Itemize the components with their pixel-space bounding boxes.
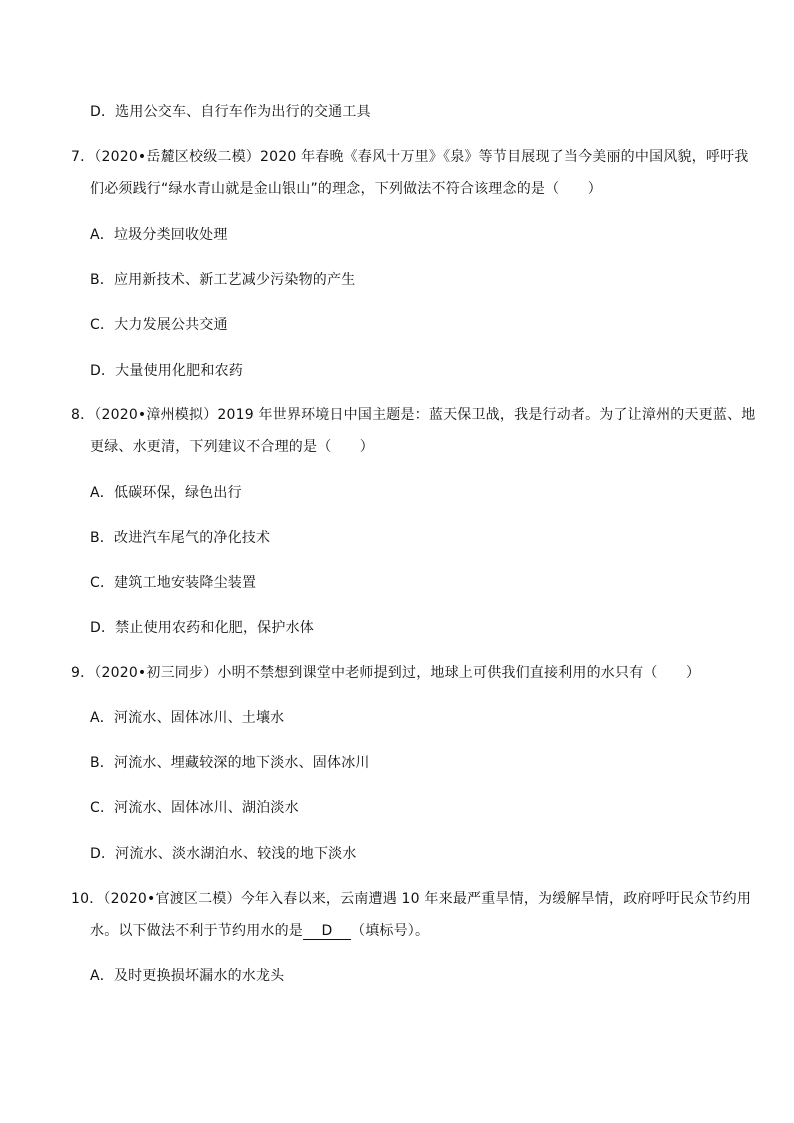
q9-option-d: D．河流水、淡水湖泊水、较浅的地下淡水 bbox=[90, 846, 357, 862]
q10-stem-suffix: （填标号）。 bbox=[351, 923, 430, 939]
q9-option-a: A．河流水、固体冰川、土壤水 bbox=[90, 710, 285, 726]
q9-stem-line1: 9．（2020•初三同步）小明不禁想到课堂中老师提到过，地球上可供我们直接利用的水只有（ ） bbox=[71, 665, 701, 681]
q7-option-b: B．应用新技术、新工艺减少污染物的产生 bbox=[90, 272, 356, 288]
q6-option-d: D．选用公交车、自行车作为出行的交通工具 bbox=[90, 104, 371, 120]
q8-option-d: D．禁止使用农药和化肥，保护水体 bbox=[90, 620, 314, 636]
q9-option-c: C．河流水、固体冰川、湖泊淡水 bbox=[90, 800, 299, 816]
q7-option-a: A．垃圾分类回收处理 bbox=[90, 227, 228, 243]
q7-stem-line2: 们必须践行“绿水青山就是金山银山”的理念，下列做法不符合该理念的是（ ） bbox=[90, 181, 602, 197]
q8-stem-line2: 更绿、水更清，下列建议不合理的是（ ） bbox=[90, 439, 374, 455]
q7-option-c: C．大力发展公共交通 bbox=[90, 317, 228, 333]
q7-option-d: D．大量使用化肥和农药 bbox=[90, 363, 243, 379]
q8-stem-line1: 8．（2020•漳州模拟）2019 年世界环境日中国主题是：蓝天保卫战，我是行动者。为了让漳州的天更蓝、地 bbox=[71, 407, 756, 423]
q8-option-c: C．建筑工地安装降尘装置 bbox=[90, 575, 257, 591]
q7-stem-line1: 7．（2020•岳麓区校级二模）2020 年春晚《春风十万里》《泉》等节目展现了当今美丽的中国风貌，呼吁我 bbox=[71, 149, 749, 165]
q9-option-b: B．河流水、埋藏较深的地下淡水、固体冰川 bbox=[90, 755, 370, 771]
q10-stem-line2 bbox=[90, 922, 429, 940]
q10-stem-line1: 10．（2020•官渡区二模）今年入春以来，云南遭遇 10 年来最严重旱情，为缓解旱情，政府呼吁民众节约用 bbox=[71, 891, 752, 907]
q8-option-b: B．改进汽车尾气的净化技术 bbox=[90, 530, 271, 546]
q8-option-a: A．低碳环保，绿色出行 bbox=[90, 485, 242, 501]
q10-option-a: A．及时更换损坏漏水的水龙头 bbox=[90, 968, 285, 984]
q10-stem-prefix: 水。以下做法不利于节约用水的是 bbox=[90, 923, 303, 939]
q10-answer-blank: D bbox=[303, 923, 351, 940]
